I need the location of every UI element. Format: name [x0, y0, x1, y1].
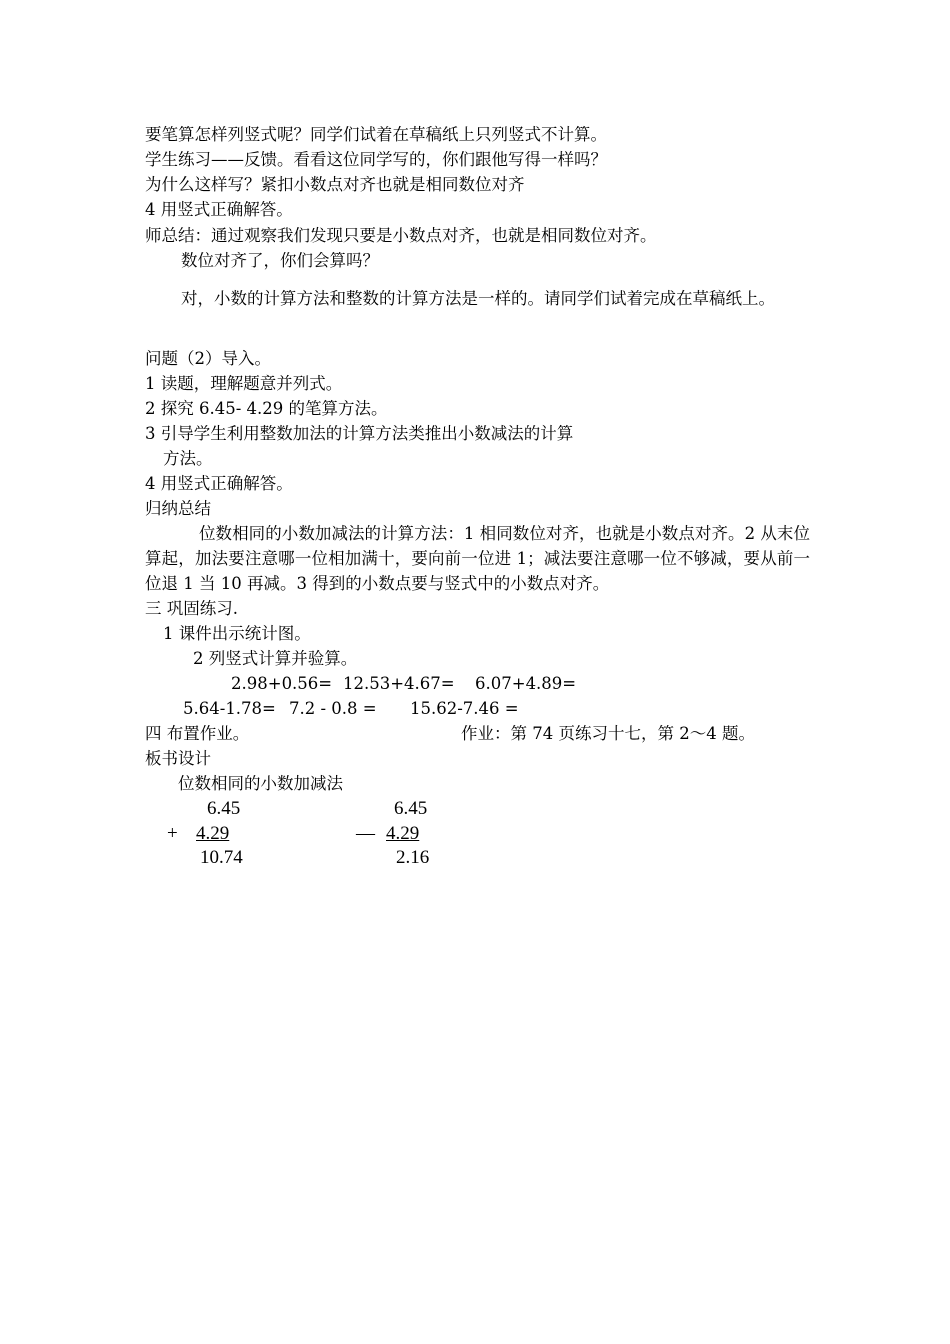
text-line: 为什么这样写？紧扣小数点对齐也就是相同数位对齐: [145, 175, 525, 194]
equation: 12.53+4.67=: [343, 674, 455, 693]
text-line: 方法。: [163, 449, 213, 468]
paragraph: 位数相同的小数加减法的计算方法：1 相同数位对齐，也就是小数点对齐。2 从末位算起，加法要注意哪一位相加满十，要向前一位进 1；减法要注意哪一位不够减，要从前一位退 1 当 10 再减。3 得到的小数点要与竖式中的小数点对齐。: [145, 524, 810, 593]
section-heading: 四 布置作业。: [145, 724, 250, 743]
plus-sign: +: [167, 823, 178, 844]
minus-sign: —: [356, 823, 375, 844]
text-line: 学生练习——反馈。看看这位同学写的，你们跟他写得一样吗？: [145, 150, 607, 169]
board-title: 位数相同的小数加减法: [178, 774, 343, 793]
equation: 7.2 - 0.8 =: [289, 699, 377, 718]
text-line: 3 引导学生利用整数加法的计算方法类推出小数减法的计算: [145, 424, 574, 443]
addition-top-operand: 6.45: [207, 798, 241, 819]
text-line: 4 用竖式正确解答。: [145, 200, 293, 219]
addition-result: 10.74: [200, 847, 243, 868]
paragraph: 对，小数的计算方法和整数的计算方法是一样的。请同学们试着完成在草稿纸上。: [181, 289, 775, 308]
subtraction-top-operand: 6.45: [394, 798, 428, 819]
section-heading: 板书设计: [145, 749, 211, 768]
text-line: 2 探究 6.45- 4.29 的笔算方法。: [145, 399, 388, 418]
addition-bottom-operand: 4.29: [196, 823, 230, 844]
subtraction-bottom-operand: 4.29: [386, 823, 420, 844]
subtraction-result: 2.16: [396, 847, 430, 868]
section-heading: 三 巩固练习.: [145, 599, 238, 618]
text-line: 2 列竖式计算并验算。: [193, 649, 358, 668]
homework-text: 作业：第 74 页练习十七，第 2～4 题。: [461, 724, 755, 743]
equation: 6.07+4.89=: [475, 674, 577, 693]
text-line: 数位对齐了，你们会算吗？: [181, 251, 379, 270]
text-line: 4 用竖式正确解答。: [145, 474, 293, 493]
text-line: 问题（2）导入。: [145, 349, 271, 368]
text-line: 要笔算怎样列竖式呢？同学们试着在草稿纸上只列竖式不计算。: [145, 125, 607, 144]
text-line: 1 课件出示统计图。: [163, 624, 311, 643]
equation: 15.62-7.46 =: [410, 699, 519, 718]
text-line: 1 读题，理解题意并列式。: [145, 374, 343, 393]
section-heading: 归纳总结: [145, 499, 211, 518]
equation: 5.64-1.78=: [183, 699, 276, 718]
text-line: 师总结：通过观察我们发现只要是小数点对齐，也就是相同数位对齐。: [145, 226, 657, 245]
equation: 2.98+0.56=: [231, 674, 333, 693]
